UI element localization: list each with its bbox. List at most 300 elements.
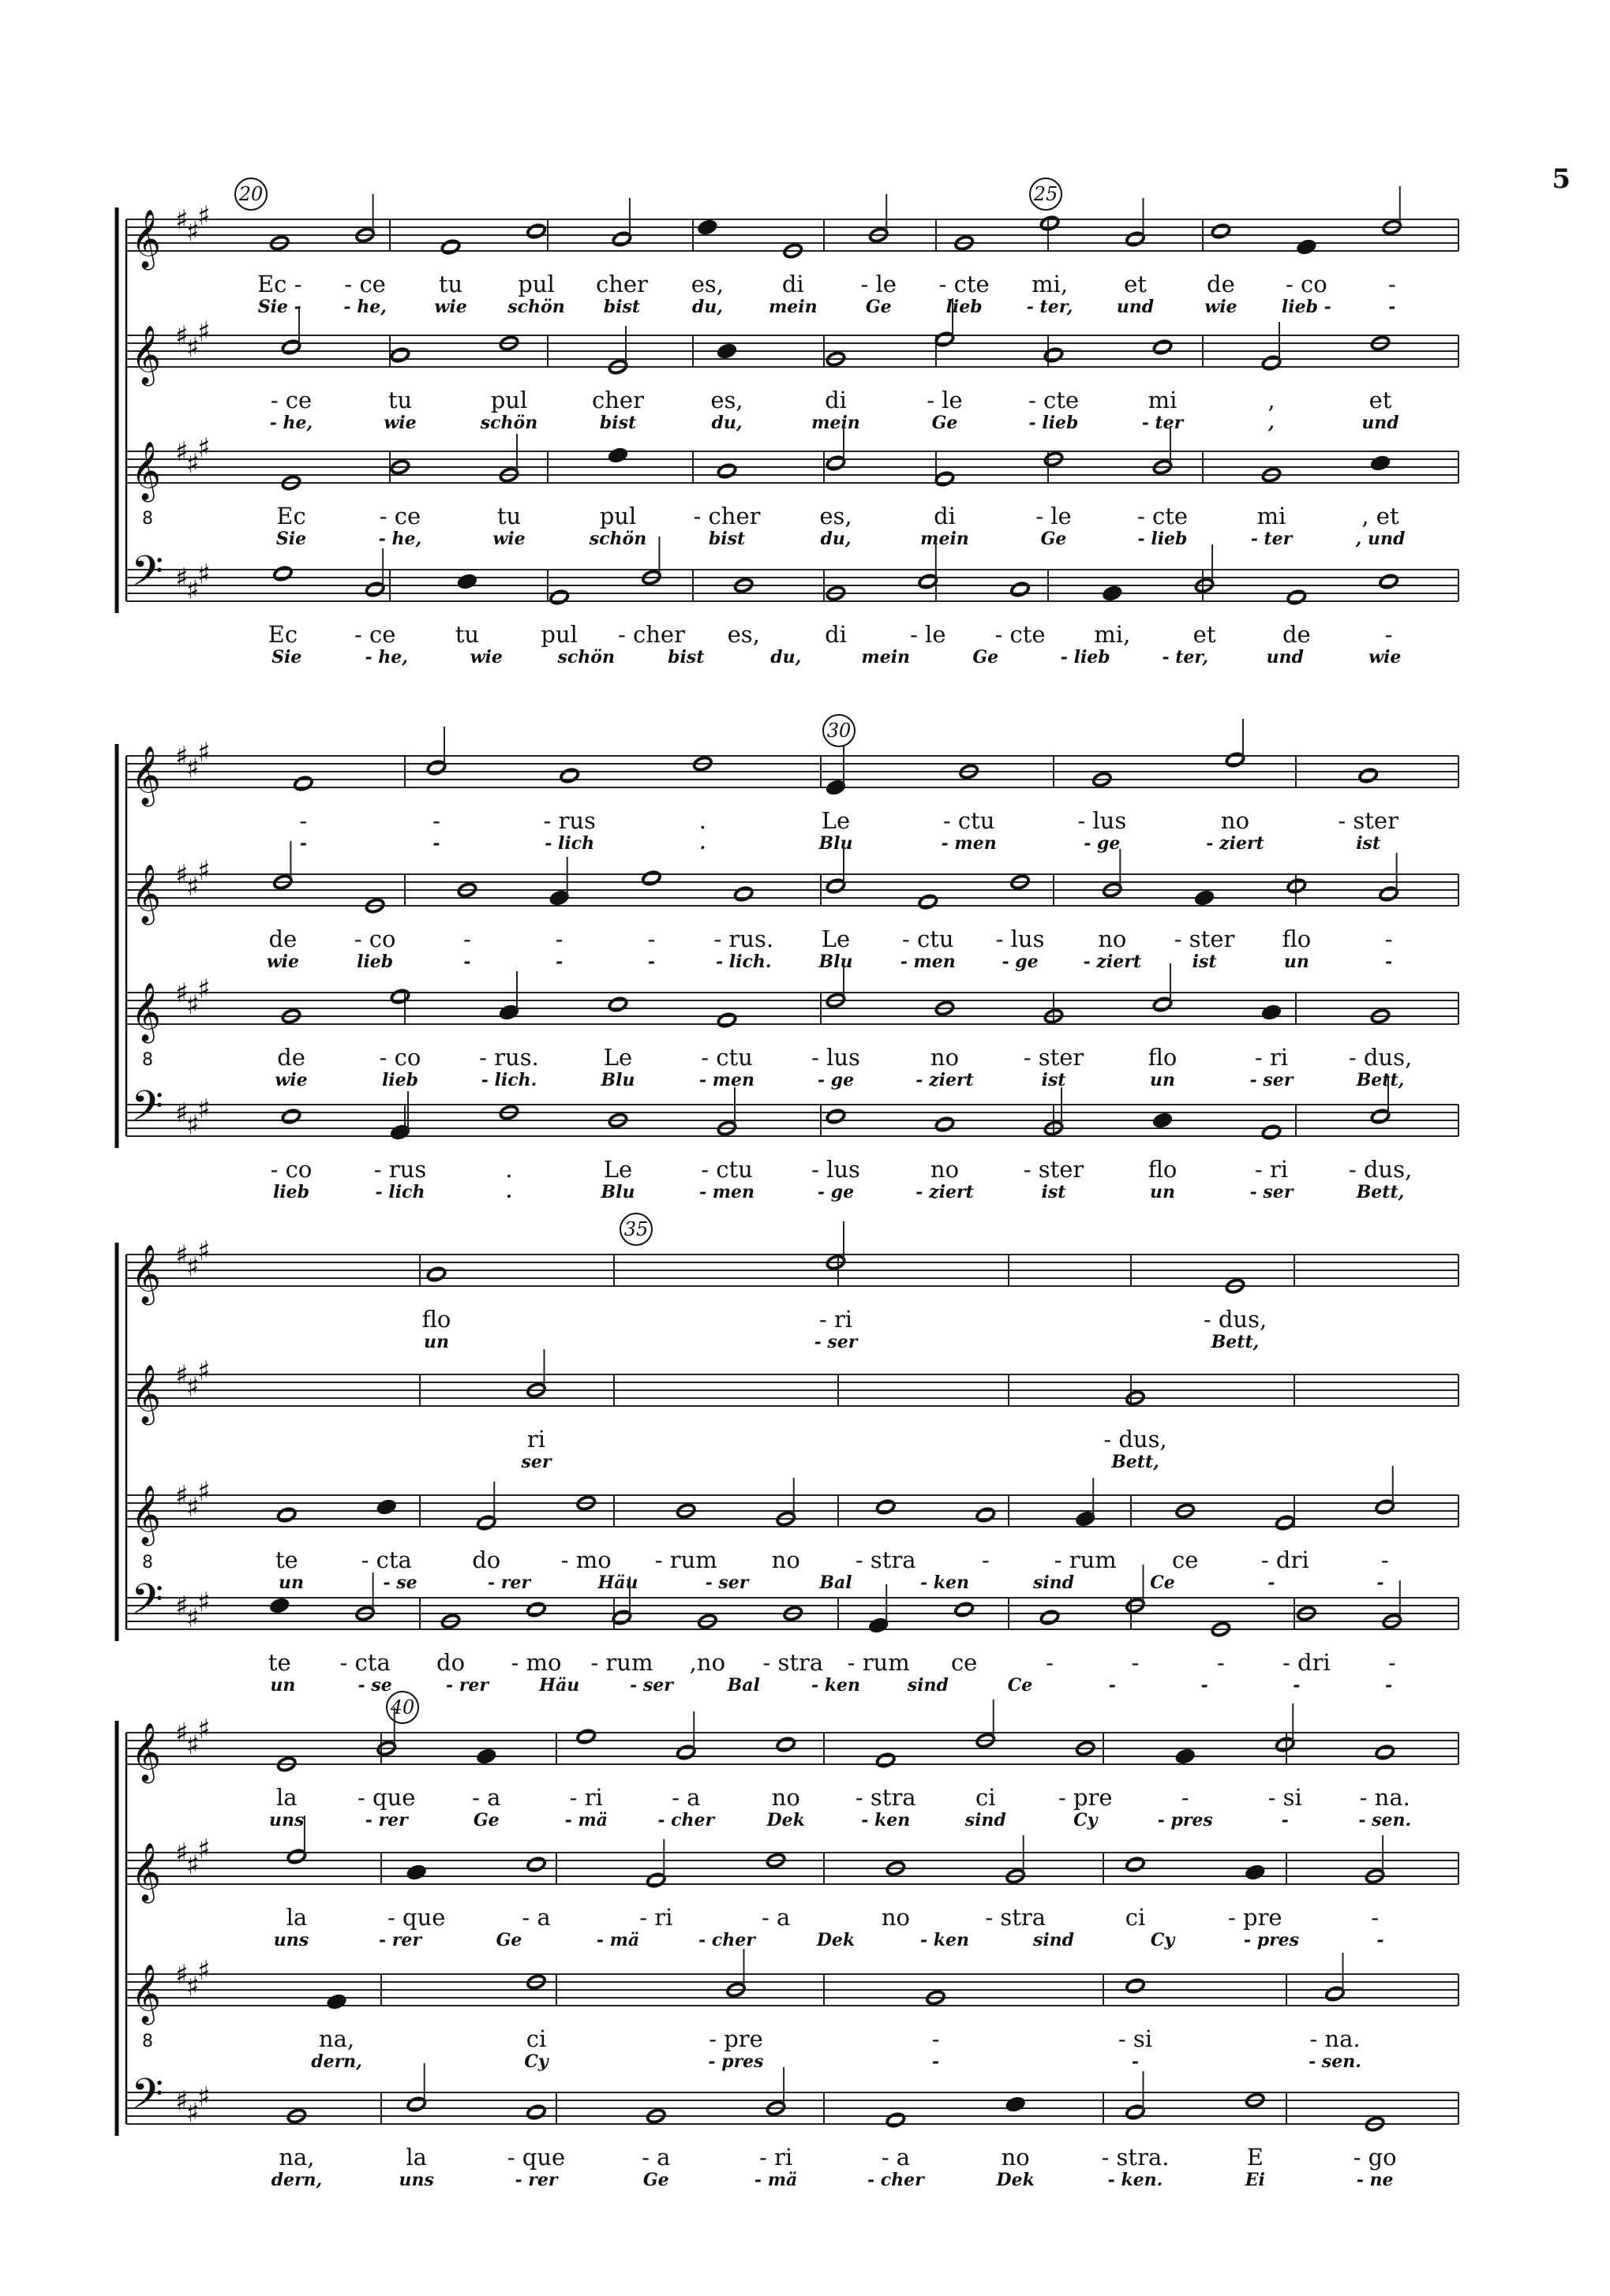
note [734, 886, 754, 903]
lyric-german: und [1361, 413, 1399, 433]
note [886, 2112, 905, 2129]
note [954, 1602, 974, 1618]
lyric-german: wie [384, 413, 417, 433]
lyric-latin: mi [1256, 503, 1286, 529]
note [269, 1598, 289, 1614]
lyric-latin: - ster [1338, 807, 1398, 834]
lyric-german: - [931, 2051, 940, 2072]
lyric-latin: - rus [543, 807, 596, 834]
lyric-german: Ce [1007, 1675, 1033, 1696]
staff-1 [126, 186, 1458, 317]
lyric-latin: pul [599, 503, 637, 529]
system-1 [117, 178, 1458, 667]
note [1103, 585, 1122, 602]
lyric-latin: et [1368, 387, 1392, 413]
sharp-icon: ♯ [197, 316, 211, 348]
note [390, 1124, 410, 1141]
note [1125, 231, 1145, 248]
lyric-latin: E [1246, 2144, 1264, 2171]
lyric-german: Bett, [1356, 1070, 1405, 1090]
lyric-german: Bett, [1211, 1332, 1260, 1352]
lyric-german: lieb [381, 1070, 419, 1090]
sharp-icon: ♯ [186, 1109, 200, 1141]
sharp-icon: ♯ [186, 1971, 200, 2002]
lyric-latin: mi, [1094, 621, 1131, 648]
note [717, 1012, 736, 1029]
lyric-german: - ken [919, 1930, 970, 1950]
lyric-german: - [1293, 1675, 1301, 1696]
sharp-icon: ♯ [197, 737, 211, 768]
lyric-german: - mä [596, 1930, 640, 1950]
lyric-latin: flo [1282, 926, 1312, 952]
lyric-latin: - ster [1174, 926, 1235, 952]
lyric-latin: - co [354, 926, 396, 952]
note [376, 1499, 396, 1516]
note [390, 989, 410, 1005]
sharp-icon: ♯ [186, 1492, 200, 1524]
sharp-icon: ♯ [175, 978, 189, 1009]
lyric-german: lieb [272, 1182, 310, 1202]
treble-clef-icon: 𝄞 [131, 442, 161, 500]
sharp-icon: ♯ [186, 871, 200, 903]
lyric-german: Cy [1150, 1930, 1175, 1950]
lyric-latin: cher [592, 387, 644, 413]
note [1039, 215, 1059, 232]
lyric-german: Sie [271, 647, 302, 667]
lyric-latin: no [881, 1904, 910, 1931]
lyric-latin: di [934, 503, 956, 529]
note [286, 1849, 306, 1865]
lyric-latin: - le [860, 271, 897, 297]
lyric-german: Blu [818, 952, 853, 972]
note [294, 776, 313, 792]
note [1076, 1511, 1095, 1528]
lyric-latin: cher [595, 271, 648, 297]
lyric-latin: ci [526, 2025, 547, 2052]
lyric-german: - ziert [915, 1182, 974, 1202]
sharp-icon: ♯ [175, 741, 189, 772]
note [1152, 1112, 1172, 1129]
sharp-icon: ♯ [197, 559, 211, 590]
lyric-german: - he, [365, 647, 408, 667]
lyric-german: - rer [445, 1675, 489, 1696]
lyric-german: Bal [819, 1572, 852, 1593]
lyric-german: - lieb [1137, 529, 1188, 549]
lyric-german: - [647, 952, 656, 972]
note [499, 1004, 519, 1021]
lyric-german: Bett, [1111, 1452, 1159, 1472]
lyric-latin: - ctu [701, 1156, 753, 1183]
note [1125, 2104, 1145, 2121]
lyric-latin: - ctu [701, 1044, 753, 1071]
sharp-icon: ♯ [186, 216, 200, 248]
note [281, 1109, 301, 1125]
staff-1 [126, 719, 1458, 854]
staff-1 [126, 1221, 1458, 1352]
sharp-icon: ♯ [186, 1602, 200, 1634]
sharp-icon: ♯ [197, 855, 211, 887]
lyric-latin: flo [1148, 1044, 1178, 1071]
lyric-latin: - pre [709, 2025, 763, 2052]
lyric-german: - cher [867, 2170, 924, 2190]
lyric-german: mein [920, 529, 969, 549]
lyric-latin: mi [1148, 387, 1178, 413]
lyric-latin: Ec [276, 503, 306, 529]
lyric-latin: - co [379, 1044, 421, 1071]
lyric-latin: - a [522, 1904, 551, 1931]
lyric-german: Ge [473, 1810, 500, 1830]
lyric-latin: mi, [1032, 271, 1069, 297]
treble-clef-icon: 𝄞 [131, 1843, 161, 1901]
lyric-latin: - stra [762, 1649, 824, 1676]
lyric-german: , und [1355, 529, 1406, 549]
lyric-latin: - a [472, 1784, 501, 1811]
lyric-latin: - [299, 807, 308, 834]
lyric-german: un [424, 1332, 449, 1352]
note [1375, 1744, 1395, 1761]
note [1358, 768, 1378, 784]
lyric-latin: . [505, 1156, 513, 1183]
staff-3 [126, 1949, 1458, 2072]
lyric-latin: - ri [639, 1904, 673, 1931]
lyric-latin: - dus, [1203, 1306, 1267, 1333]
system-2 [117, 715, 1458, 1202]
lyric-german: mein [811, 413, 860, 433]
lyric-german: - [1385, 1675, 1393, 1696]
sharp-icon: ♯ [175, 320, 189, 352]
lyric-latin: - le [1035, 503, 1072, 529]
sharp-icon: ♯ [175, 1480, 189, 1512]
lyric-german: - [556, 952, 564, 972]
lyric-german: - cher [698, 1930, 755, 1950]
sharp-icon: ♯ [186, 1729, 200, 1761]
lyric-german: un [1150, 1182, 1175, 1202]
lyric-latin: - [981, 1546, 990, 1573]
lyric-german: - rer [379, 1930, 421, 1950]
lyric-german: Ge [642, 2170, 669, 2190]
lyric-german: Häu [539, 1675, 580, 1696]
sharp-icon: ♯ [197, 1094, 211, 1125]
note [1261, 355, 1281, 372]
lyric-german: du, [770, 647, 802, 667]
lyric-german: - sen. [1309, 2051, 1361, 2072]
lyric-latin: tu [388, 387, 413, 413]
lyric-latin: - lus [1077, 807, 1127, 834]
lyric-german: - ge [1002, 952, 1039, 972]
sharp-icon: ♯ [197, 432, 211, 464]
lyric-german: Dek [766, 1810, 805, 1830]
lyric-german: - lieb [1060, 647, 1110, 667]
lyric-german: - ter, [1026, 297, 1073, 317]
note [934, 471, 954, 488]
lyric-german: wie [1368, 647, 1402, 667]
lyric-latin: et [1193, 621, 1216, 648]
note [868, 1617, 888, 1634]
note [477, 1748, 496, 1765]
lyric-german: un [279, 1572, 304, 1593]
staff-4 [126, 1075, 1458, 1202]
lyric-german: - men [941, 833, 997, 854]
lyric-latin: na, [279, 2144, 315, 2171]
lyric-latin: - na. [1359, 1784, 1410, 1811]
lyric-latin: na, [318, 2025, 355, 2052]
lyric-german: Blu [601, 1182, 635, 1202]
lyric-latin: - [1217, 1649, 1225, 1676]
lyric-german: - [1376, 1930, 1384, 1950]
lyric-latin: - ster [1023, 1044, 1084, 1071]
lyric-latin: do [436, 1649, 466, 1676]
note [1152, 339, 1172, 356]
lyric-latin: - [1387, 271, 1396, 297]
lyric-german: dern, [311, 2051, 362, 2072]
lyric-german: - men [698, 1070, 755, 1090]
lyric-latin: - stra [855, 1784, 916, 1811]
note [549, 890, 569, 907]
lyric-german: - ge [817, 1070, 855, 1090]
sharp-icon: ♯ [197, 1476, 211, 1508]
lyric-latin: - dus, [1348, 1044, 1413, 1071]
note [365, 581, 384, 598]
lyric-german: wie [434, 297, 467, 317]
note [934, 331, 954, 348]
staff-4 [126, 1565, 1458, 1696]
lyric-latin: Ec - [256, 271, 302, 297]
lyric-latin: ce [950, 1649, 978, 1676]
measure-number: 30 [826, 720, 852, 742]
note [642, 870, 661, 887]
measure-number: 35 [623, 1218, 649, 1240]
lyric-german: Dek [996, 2170, 1035, 2190]
lyric-latin: - [1181, 1784, 1189, 1811]
octave-mark: 8 [142, 1050, 153, 1070]
lyric-german: schön [557, 647, 615, 667]
lyric-german: bist [668, 647, 705, 667]
note [406, 2096, 426, 2113]
lyric-german: - ter, [1162, 647, 1209, 667]
lyric-latin: - ce [344, 271, 386, 297]
bass-clef-icon: 𝄢 [131, 1083, 164, 1141]
lyric-german: Cy [524, 2051, 549, 2072]
lyric-german: - ziert [915, 1070, 974, 1090]
lyric-latin: flo [1148, 1156, 1178, 1183]
lyric-german: - rer [365, 1810, 408, 1830]
staff-4 [126, 537, 1458, 667]
lyric-german: und [1266, 647, 1304, 667]
lyric-latin: Le [603, 1044, 633, 1071]
lyric-german: - pres [1157, 1810, 1213, 1830]
note [918, 574, 938, 590]
lyric-german: sind [907, 1675, 949, 1696]
lyric-latin: - [463, 926, 471, 952]
sharp-icon: ♯ [175, 2085, 189, 2117]
treble-clef-icon: 𝄞 [131, 865, 161, 923]
lyric-latin: - que [507, 2144, 566, 2171]
lyric-latin: , et [1361, 503, 1399, 529]
lyric-latin: no [930, 1044, 960, 1071]
lyric-latin: - a [881, 2144, 911, 2171]
lyric-latin: de [277, 1044, 305, 1071]
lyric-latin: no [771, 1546, 800, 1573]
lyric-latin: - co [1285, 271, 1327, 297]
lyric-latin: - go [1353, 2144, 1397, 2171]
lyric-german: - ken. [1107, 2170, 1163, 2190]
sharp-icon: ♯ [186, 2097, 200, 2129]
note [576, 1729, 596, 1745]
note [1225, 752, 1245, 768]
lyric-german: sind [1032, 1930, 1075, 1950]
note [526, 1602, 546, 1618]
lyric-german: uns [399, 2170, 434, 2190]
lyric-german: du, [820, 529, 852, 549]
lyric-latin: di [825, 387, 847, 413]
lyric-german: - [299, 833, 307, 854]
lyric-german: - ken [861, 1810, 911, 1830]
lyric-latin: es, [727, 621, 760, 648]
lyric-latin: - pre [1227, 1904, 1282, 1931]
lyric-german: ist [1192, 952, 1217, 972]
note [390, 347, 410, 364]
note [426, 760, 446, 776]
lyric-german: - mä [754, 2170, 798, 2190]
note [876, 1499, 896, 1516]
staff-3 [126, 1466, 1458, 1593]
note [477, 1515, 496, 1531]
sharp-icon: ♯ [197, 2081, 211, 2113]
lyric-german: Ge [972, 647, 999, 667]
note [1379, 574, 1398, 590]
lyric-latin: tu [438, 271, 463, 297]
lyric-latin: la [275, 1784, 298, 1811]
note [1010, 581, 1030, 598]
octave-mark: 8 [142, 2032, 153, 2051]
octave-mark: 8 [142, 1553, 153, 1572]
lyric-latin: - rum [590, 1649, 653, 1676]
staff-3 [126, 959, 1458, 1090]
lyric-german: - ser [814, 1332, 858, 1352]
sharp-icon: ♯ [186, 332, 200, 364]
lyric-german: - [1385, 952, 1393, 972]
lyric-german: - [1200, 1675, 1208, 1696]
note [698, 219, 717, 236]
lyric-latin: - cta [361, 1546, 412, 1573]
lyric-latin: tu [496, 503, 522, 529]
lyric-latin: - pre [1058, 1784, 1113, 1811]
lyric-german: - ser [1249, 1182, 1294, 1202]
lyric-latin: - cte [1028, 387, 1080, 413]
lyric-latin: do [472, 1546, 501, 1573]
lyric-german: Ge [496, 1930, 522, 1950]
lyric-german: ist [1041, 1182, 1066, 1202]
lyric-latin: no [1001, 2144, 1030, 2171]
note [934, 1116, 954, 1133]
lyric-german: du, [691, 297, 723, 317]
note [1039, 1610, 1059, 1626]
lyric-german: Ce [1150, 1572, 1175, 1593]
treble-clef-icon: 𝄞 [131, 1365, 161, 1423]
lyric-latin: - rum [847, 1649, 910, 1676]
note [975, 1507, 995, 1524]
note [327, 1994, 346, 2010]
lyric-german: uns [273, 1930, 309, 1950]
note [273, 566, 293, 582]
treble-clef-icon: 𝄞 [131, 1723, 161, 1782]
lyric-latin: de [268, 926, 298, 952]
lyric-german: schön [507, 297, 565, 317]
staff-3 [126, 422, 1458, 549]
sharp-icon: ♯ [175, 1098, 189, 1129]
note [560, 768, 579, 784]
staff-2 [126, 1815, 1458, 1950]
sharp-icon: ♯ [186, 753, 200, 784]
note [1370, 455, 1390, 472]
note [457, 574, 477, 590]
sharp-icon: ♯ [197, 1834, 211, 1865]
lyric-latin: - si [1267, 1784, 1302, 1811]
lyric-german: ist [1041, 1070, 1066, 1090]
note [1043, 347, 1063, 364]
staff-4 [126, 2063, 1458, 2190]
lyric-latin: flo [421, 1306, 451, 1333]
lyric-german: - ken [811, 1675, 861, 1696]
lyric-german: - ziert [1206, 833, 1264, 854]
sharp-icon: ♯ [197, 1955, 211, 1987]
lyric-german: lieb [357, 952, 394, 972]
systems [117, 178, 1458, 2190]
note [440, 239, 460, 256]
lyric-latin: - le [927, 387, 963, 413]
lyric-german: lieb - [1281, 297, 1331, 317]
lyric-german: wie [470, 647, 503, 667]
lyric-german: mein [861, 647, 911, 667]
lyric-latin: . [698, 807, 706, 834]
note [1297, 239, 1316, 256]
lyric-latin: - a [642, 2144, 671, 2171]
lyric-german: - ser [705, 1572, 749, 1593]
note [646, 1872, 666, 1889]
lyric-german: wie [275, 1070, 308, 1090]
lyric-latin: de [1207, 271, 1235, 297]
note [612, 231, 631, 248]
lyric-latin: - ctu [942, 807, 995, 834]
lyric-latin: no [771, 1784, 800, 1811]
lyric-latin: - cte [938, 271, 990, 297]
sharp-icon: ♯ [186, 1849, 200, 1881]
lyric-latin: - le [910, 621, 946, 648]
lyric-latin: - [1046, 1649, 1054, 1676]
bass-clef-icon: 𝄢 [131, 1576, 164, 1634]
lyric-latin: - [555, 926, 564, 952]
lyric-latin: - cher [693, 503, 761, 529]
treble-clef-icon: 𝄞 [131, 746, 161, 805]
lyric-latin: - dri [1282, 1649, 1331, 1676]
staff-2 [126, 841, 1458, 972]
lyric-german: - [1376, 1572, 1384, 1593]
lyric-latin: - ri [759, 2144, 793, 2171]
lyric-german: Ge [931, 413, 958, 433]
lyric-latin: - mo [511, 1649, 562, 1676]
lyric-german: - ziert [1083, 952, 1142, 972]
lyric-latin: Le [821, 807, 851, 834]
treble-clef-icon: 𝄞 [131, 1245, 161, 1303]
sharp-icon: ♯ [197, 1714, 211, 1745]
lyric-latin: pul [541, 621, 578, 648]
sharp-icon: ♯ [197, 1356, 211, 1387]
sharp-icon: ♯ [175, 563, 189, 594]
sharp-icon: ♯ [175, 1359, 189, 1391]
lyric-german: - ser [630, 1675, 673, 1696]
lyric-german: un [1283, 952, 1309, 972]
lyric-latin: te [268, 1649, 291, 1676]
